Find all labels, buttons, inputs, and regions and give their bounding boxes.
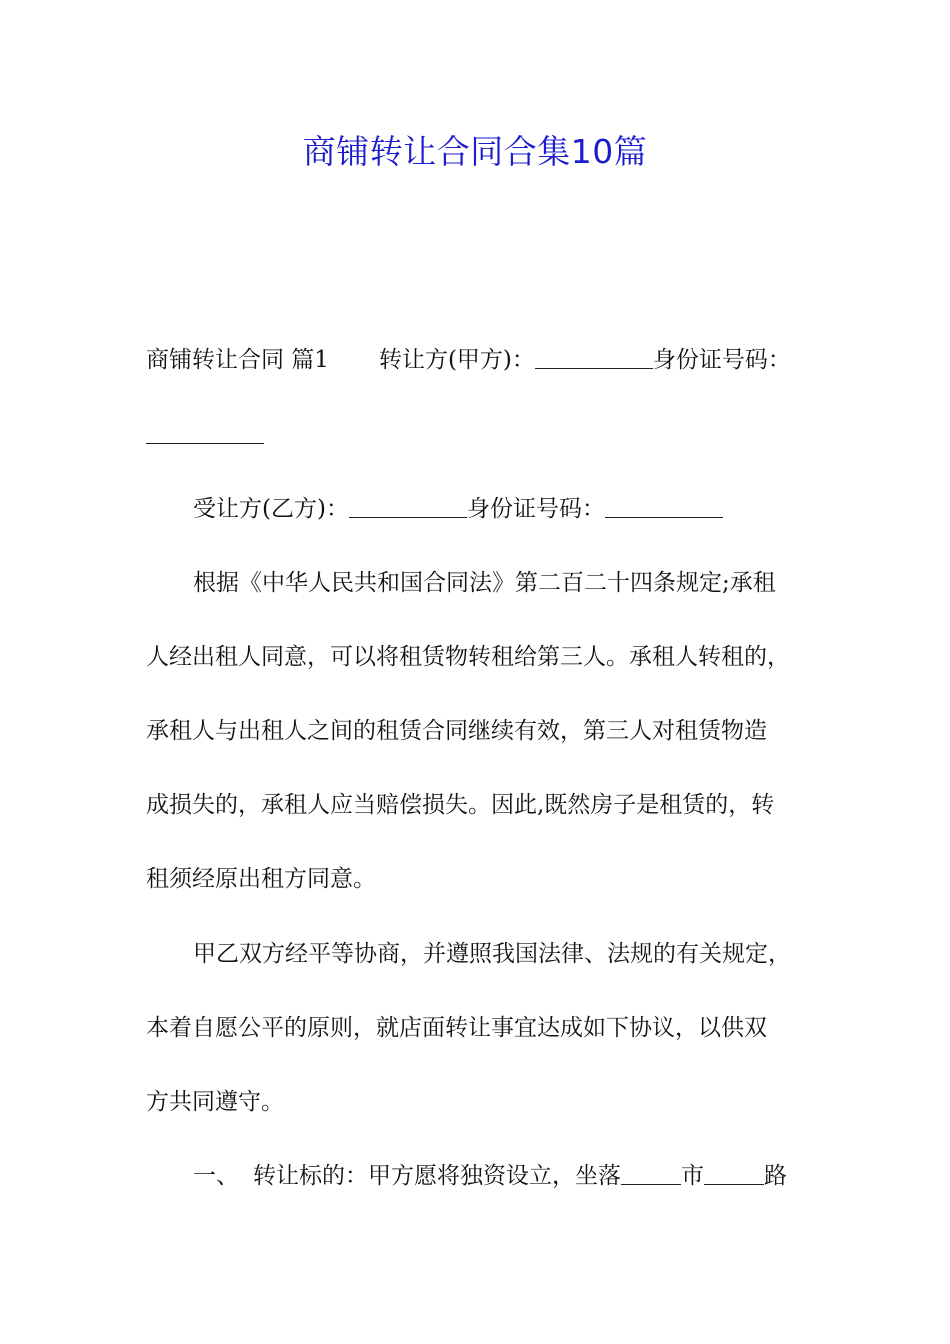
paragraph-1-line-1: 根据《中华人民共和国合同法》第二百二十四条规定;承租: [193, 570, 776, 596]
paragraph-1-line-5: 租须经原出租方同意。: [146, 866, 376, 892]
transferor-id-line: [146, 418, 826, 452]
paragraph-1-line-2: 人经出租人同意，可以将租赁物转租给第三人。承租人转租的，: [146, 644, 790, 670]
transferee-id-blank: [605, 495, 723, 518]
road-blank: [704, 1162, 764, 1185]
transferee-name-blank: [349, 495, 467, 518]
paragraph-2-line-1: 甲乙双方经平等协商，并遵照我国法律、法规的有关规定，: [193, 941, 791, 967]
clause-1-text-c: 路: [764, 1163, 787, 1189]
transferor-label: 转让方(甲方)：: [378, 347, 535, 373]
transferee-label: 受让方(乙方)：: [193, 496, 349, 522]
transferee-id-label: 身份证号码：: [466, 496, 605, 522]
clause-1-line: [193, 1159, 826, 1193]
section-label: 商铺转让合同 篇1: [146, 347, 329, 373]
transferor-name-blank: [535, 346, 653, 369]
heading-line: [146, 343, 826, 377]
paragraph-2-line-3: 方共同遵守。: [146, 1089, 284, 1115]
clause-1-number: 一、: [193, 1163, 239, 1189]
clause-1-text-b: 市: [681, 1163, 704, 1189]
paragraph-1-line-3: 承租人与出租人之间的租赁合同继续有效，第三人对租赁物造: [146, 718, 767, 744]
paragraph-1-line-4: 成损失的，承租人应当赔偿损失。因此,既然房子是租赁的，转: [146, 792, 775, 818]
city-blank: [621, 1162, 681, 1185]
transferor-id-label: 身份证号码：: [652, 347, 791, 373]
transferor-id-blank: [146, 421, 264, 444]
transferee-line: [193, 492, 826, 526]
clause-1-text-a: 转让标的：甲方愿将独资设立，坐落: [253, 1163, 621, 1189]
document-title: 商铺转让合同合集10篇: [302, 132, 648, 171]
paragraph-2-line-2: 本着自愿公平的原则，就店面转让事宜达成如下协议，以供双: [146, 1015, 767, 1041]
